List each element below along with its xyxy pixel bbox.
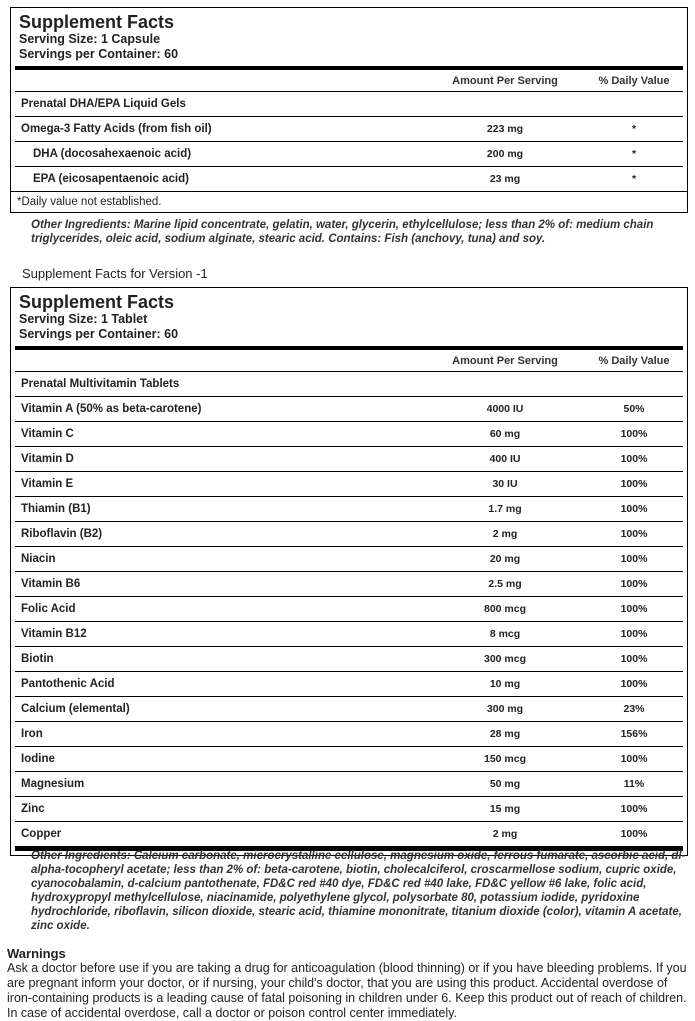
nutrient-name: Copper xyxy=(21,828,62,840)
nutrient-amount: 150 mcg xyxy=(483,753,527,765)
nutrient-name: Riboflavin (B2) xyxy=(21,528,103,540)
other-ingredients-2: Other Ingredients: Calcium carbonate, microcrystalline cellulose, magnesium oxide, ferrous fumarate, ascorbic acid, dl-alpha-tocopheryl acetate; less than 2% of: beta-carotene, biotin, cholecalciferol, croscarmellose sodium, cupric oxide, cyanocobalamin, d-calcium pantothenate, FD&C red #40 dye, FD&C red #40 lake, FD&C yellow #6 lake, folic acid, hydroxypropyl methylcellulose, niacinamide, polyethylene glycol, polysorbate 80, potassium iodide, pyridoxine hydrochloride, riboflavin, silicon dioxide, stearic acid, thiamine mononitrate, titanium dioxide (color), vitamin A acetate, zinc oxide. xyxy=(31,850,686,932)
nutrient-dv: 100% xyxy=(620,828,648,840)
version-label-bold: Supplement Facts xyxy=(22,266,127,281)
amount-header: Amount Per Serving xyxy=(452,354,558,367)
table-row xyxy=(15,822,683,846)
nutrient-name: Vitamin B12 xyxy=(21,628,87,640)
table-row xyxy=(15,772,683,797)
nutrient-name: Magnesium xyxy=(21,778,85,790)
group-label: Prenatal DHA/EPA Liquid Gels xyxy=(21,98,186,110)
nutrient-dv: 23% xyxy=(623,703,645,715)
servings-per-container: Servings per Container: 60 xyxy=(19,47,179,61)
nutrient-amount: 10 mg xyxy=(489,678,521,690)
table-row xyxy=(15,142,683,167)
nutrient-name: Pantothenic Acid xyxy=(21,678,115,690)
nutrient-amount: 28 mg xyxy=(489,728,521,740)
nutrient-amount: 223 mg xyxy=(486,123,524,135)
nutrient-name: Vitamin C xyxy=(21,428,74,440)
daily-value-header: % Daily Value xyxy=(598,74,670,87)
table-row xyxy=(15,547,683,572)
group-row xyxy=(15,92,683,117)
nutrient-dv: 100% xyxy=(620,453,648,465)
nutrient-amount: 800 mcg xyxy=(483,603,527,615)
serving-size: Serving Size: 1 Tablet xyxy=(19,312,148,326)
facts-title: Supplement Facts xyxy=(19,12,175,32)
version-label xyxy=(22,266,208,281)
nutrient-amount: 400 IU xyxy=(489,453,521,465)
nutrient-name: EPA (eicosapentaenoic acid) xyxy=(33,173,189,185)
nutrient-name: Vitamin A (50% as beta-carotene) xyxy=(21,403,202,415)
facts-title: Supplement Facts xyxy=(19,292,175,312)
table-row xyxy=(15,472,683,497)
table-header xyxy=(15,66,683,92)
nutrient-amount: 300 mcg xyxy=(483,653,527,665)
nutrient-amount: 8 mcg xyxy=(489,628,521,640)
nutrient-amount: 15 mg xyxy=(489,803,521,815)
nutrient-name: Biotin xyxy=(21,653,54,665)
nutrient-dv: 100% xyxy=(620,478,648,490)
table-row xyxy=(15,622,683,647)
table-row xyxy=(15,647,683,672)
nutrient-dv: 100% xyxy=(620,628,648,640)
nutrient-name: Vitamin D xyxy=(21,453,74,465)
nutrient-name: Iron xyxy=(21,728,43,740)
nutrient-dv: 100% xyxy=(620,603,648,615)
nutrient-name: Vitamin B6 xyxy=(21,578,81,590)
nutrient-dv: 100% xyxy=(620,428,648,440)
nutrient-dv: 100% xyxy=(620,503,648,515)
nutrient-name: Omega-3 Fatty Acids (from fish oil) xyxy=(21,123,212,135)
group-label: Prenatal Multivitamin Tablets xyxy=(21,378,180,390)
nutrient-dv: 100% xyxy=(620,678,648,690)
version-label-plain: for Version -1 xyxy=(126,266,208,281)
nutrient-dv: 100% xyxy=(620,553,648,565)
nutrient-dv: 156% xyxy=(620,728,648,740)
supplement-facts-panel-2 xyxy=(10,287,688,856)
table-row xyxy=(15,747,683,772)
nutrient-dv: 100% xyxy=(620,803,648,815)
warnings-section xyxy=(7,946,689,1021)
table-row xyxy=(15,697,683,722)
nutrient-dv: 100% xyxy=(620,528,648,540)
table-row xyxy=(15,497,683,522)
table-row xyxy=(15,447,683,472)
footnote: *Daily value not established. xyxy=(11,191,687,212)
nutrient-amount: 23 mg xyxy=(489,173,521,185)
nutrient-amount: 20 mg xyxy=(489,553,521,565)
nutrient-amount: 2 mg xyxy=(492,528,518,540)
servings-per-container: Servings per Container: 60 xyxy=(19,327,179,341)
nutrient-name: Vitamin E xyxy=(21,478,74,490)
table-row xyxy=(15,167,683,191)
amount-header: Amount Per Serving xyxy=(452,74,558,87)
nutrient-name: Zinc xyxy=(21,803,45,815)
serving-size: Serving Size: 1 Capsule xyxy=(19,32,161,46)
nutrient-dv: * xyxy=(631,123,637,135)
nutrient-amount: 2 mg xyxy=(492,828,518,840)
nutrient-name: Niacin xyxy=(21,553,56,565)
nutrient-amount: 30 IU xyxy=(492,478,518,490)
table-row xyxy=(15,722,683,747)
nutrient-amount: 4000 IU xyxy=(486,403,524,415)
daily-value-header: % Daily Value xyxy=(598,354,670,367)
nutrient-name: DHA (docosahexaenoic acid) xyxy=(33,148,192,160)
nutrient-name: Calcium (elemental) xyxy=(21,703,130,715)
nutrient-dv: 11% xyxy=(623,778,645,790)
table-row xyxy=(15,572,683,597)
nutrient-amount: 60 mg xyxy=(489,428,521,440)
table-row xyxy=(15,597,683,622)
nutrient-amount: 2.5 mg xyxy=(488,578,522,590)
other-ingredients-1: Other Ingredients: Marine lipid concentrate, gelatin, water, glycerin, ethylcellulose; less than 2% of: medium chain triglycerides, oleic acid, sodium alginate, stearic acid. Contains: Fish (anchovy, tuna) and soy. xyxy=(31,219,654,245)
nutrient-dv: 100% xyxy=(620,653,648,665)
nutrient-amount: 1.7 mg xyxy=(488,503,522,515)
group-row xyxy=(15,372,683,397)
nutrient-dv: 100% xyxy=(620,753,648,765)
nutrient-dv: * xyxy=(631,148,637,160)
nutrient-name: Thiamin (B1) xyxy=(21,503,91,515)
warnings-text: Ask a doctor before use if you are taking a drug for anticoagulation (blood thinning) or if you have bleeding problems. If you are pregnant inform your doctor, or if nursing, your child's doctor, that you are using this product. Accidental overdose of iron-containing products is a leading cause of fatal poisoning in children under 6. Keep this product out of reach of children. In case of accidental overdose, call a doctor or poison control center immediately. xyxy=(7,961,687,1020)
nutrient-amount: 300 mg xyxy=(486,703,524,715)
supplement-facts-panel-1 xyxy=(10,7,688,213)
table-header xyxy=(15,346,683,372)
table-row xyxy=(15,397,683,422)
nutrient-dv: * xyxy=(631,173,637,185)
nutrient-dv: 50% xyxy=(623,403,645,415)
nutrient-name: Iodine xyxy=(21,753,55,765)
nutrient-amount: 200 mg xyxy=(486,148,524,160)
table-row xyxy=(15,522,683,547)
nutrient-amount: 50 mg xyxy=(489,778,521,790)
table-row xyxy=(15,672,683,697)
nutrient-name: Folic Acid xyxy=(21,603,76,615)
table-row xyxy=(15,117,683,142)
table-row xyxy=(15,422,683,447)
table-row xyxy=(15,797,683,822)
warnings-title: Warnings xyxy=(7,946,66,961)
nutrient-dv: 100% xyxy=(620,578,648,590)
